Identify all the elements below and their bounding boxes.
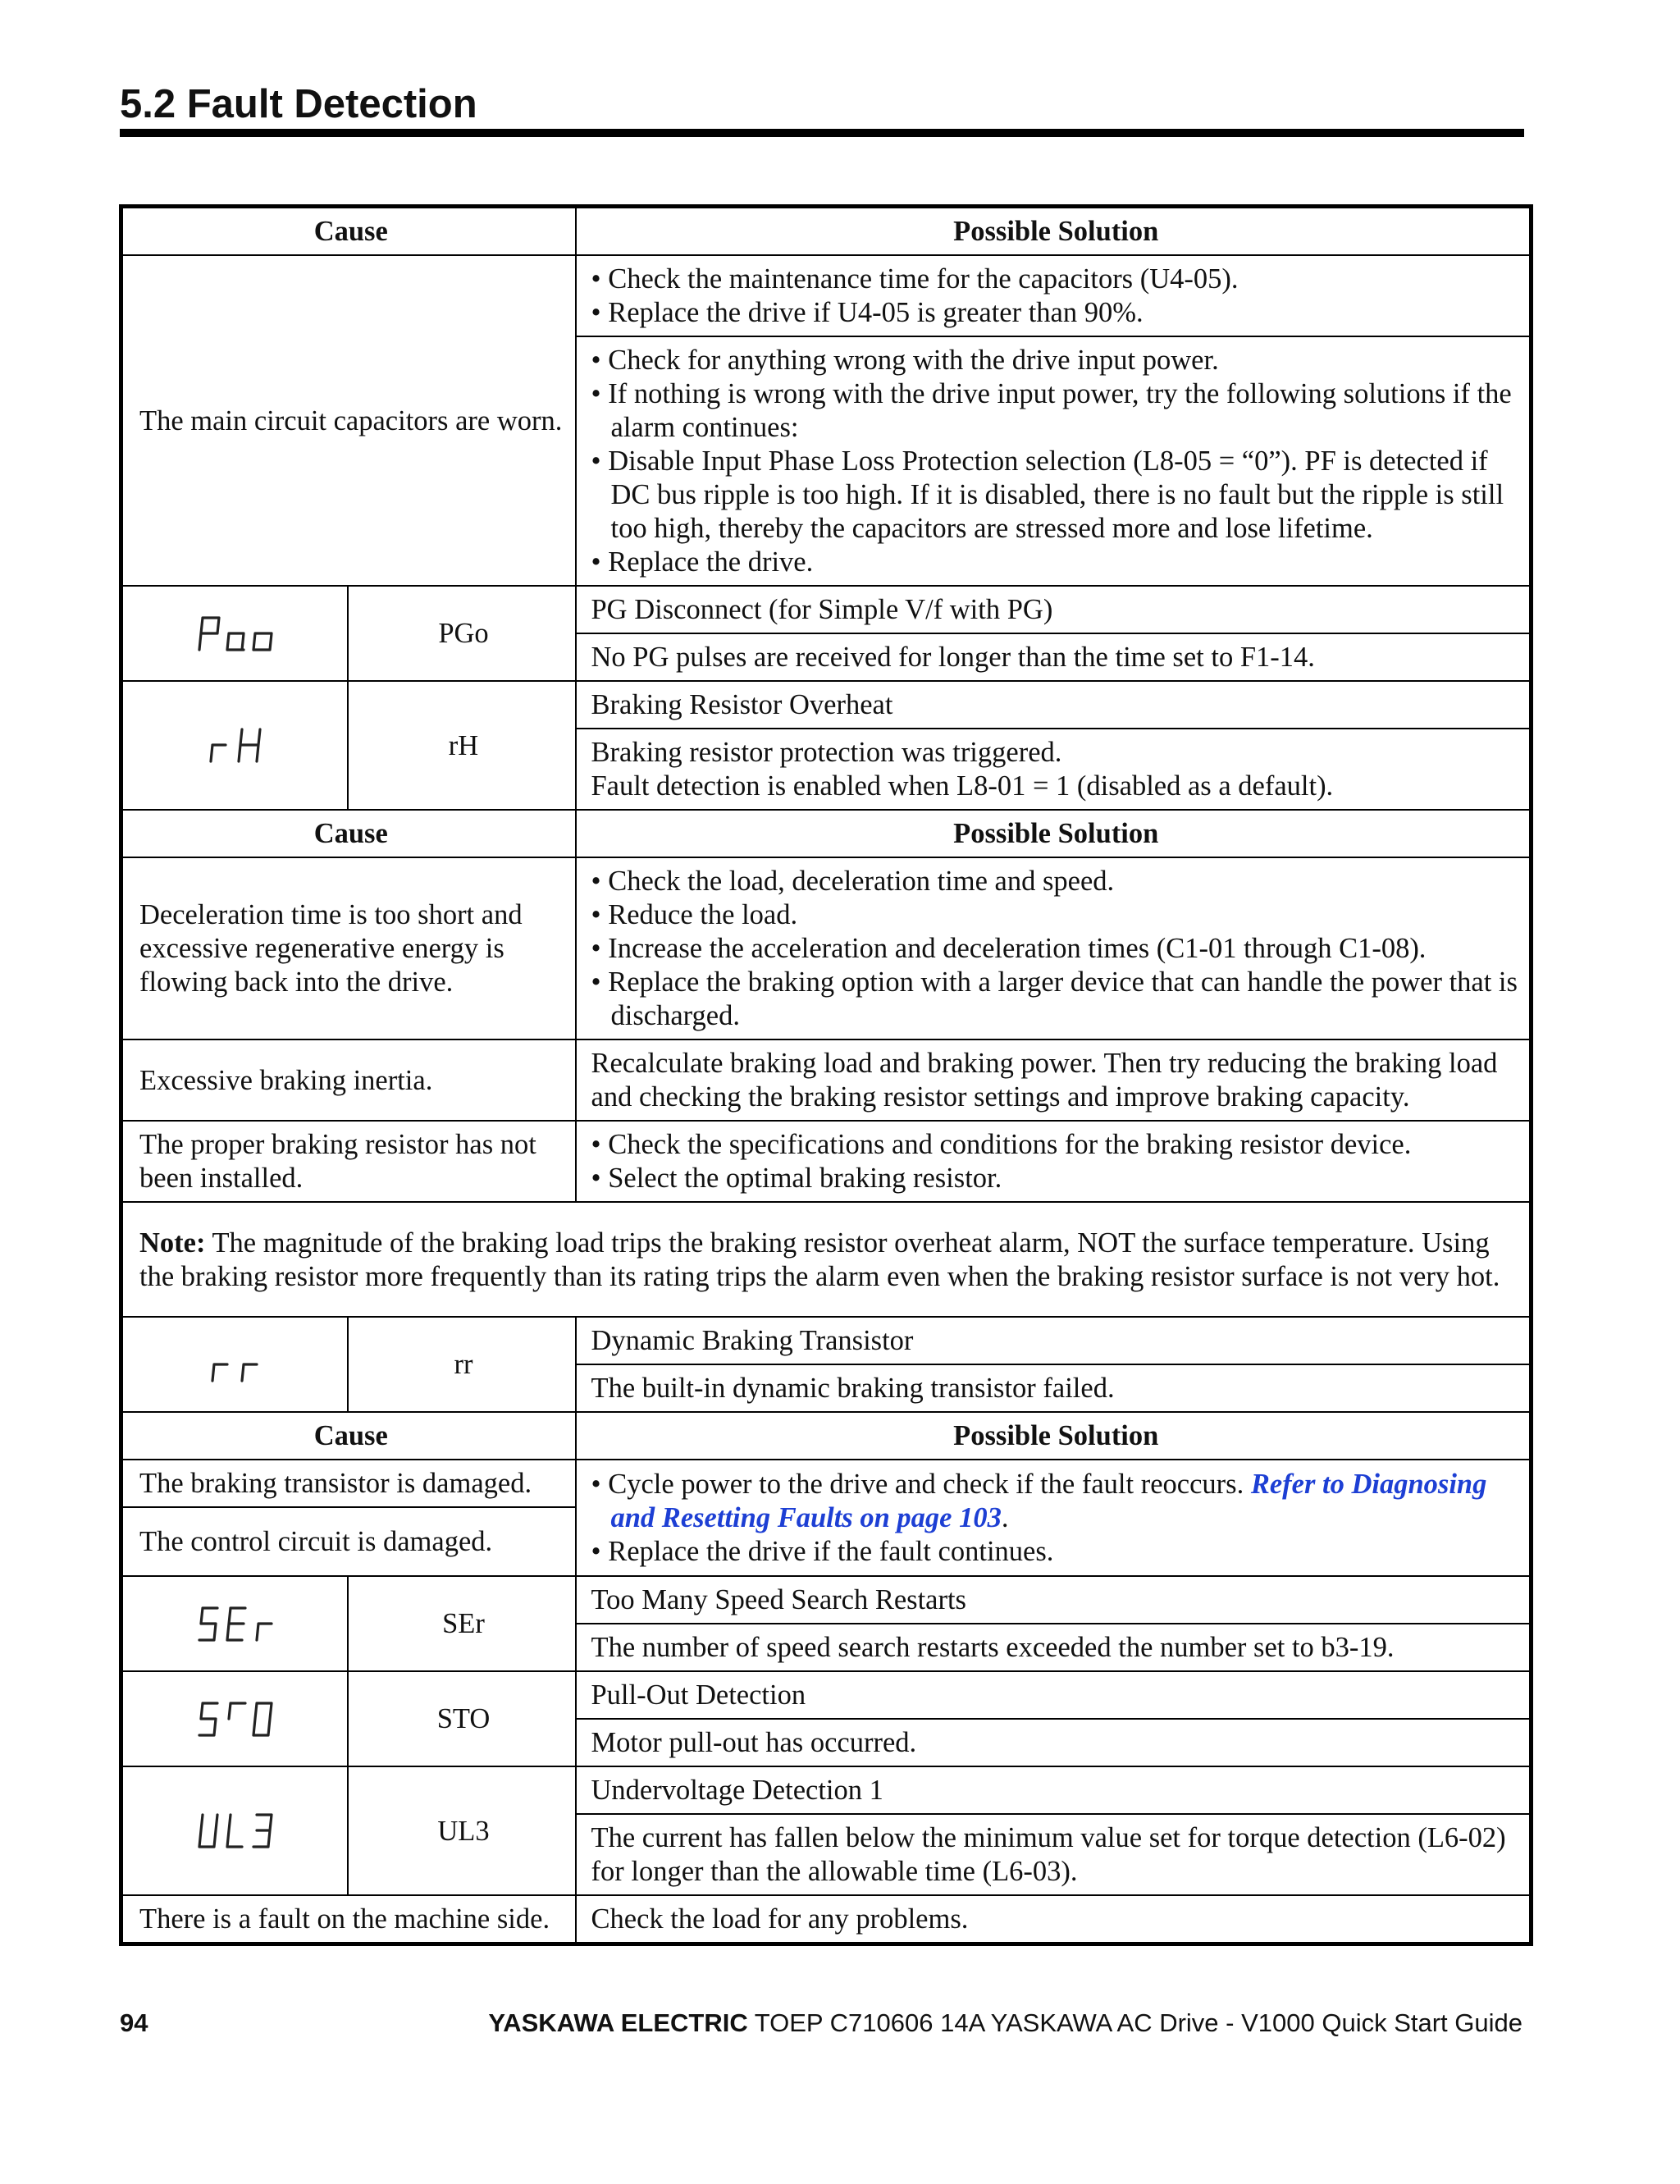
list-item: • Reduce the load.: [591, 898, 1522, 932]
fault-description: [576, 729, 1532, 810]
list-item: • Check the specifications and conditions for the braking resistor device.: [591, 1128, 1522, 1162]
fault-code: rr: [348, 1317, 576, 1412]
solution-text: Cycle power to the drive and check if the fault reoccurs.: [608, 1469, 1251, 1500]
fault-name: Dynamic Braking Transistor: [576, 1317, 1532, 1364]
cause-cell: Excessive braking inertia.: [121, 1039, 576, 1121]
cause-column-header: Cause: [121, 1412, 576, 1460]
cause-cell: Deceleration time is too short and excessive regenerative energy is flowing back into the drive.: [121, 857, 576, 1039]
table-header-row: [121, 810, 1532, 857]
table-row: [121, 1039, 1532, 1121]
solution-cell: [576, 857, 1532, 1039]
fault-row-rr: [121, 1317, 1532, 1364]
list-item: [591, 1468, 1522, 1535]
fault-row-rh: [121, 681, 1532, 729]
seven-segment-pgo-icon: [121, 586, 348, 681]
cause-cell: The proper braking resistor has not been installed.: [121, 1121, 576, 1202]
list-item: • Check the load, deceleration time and speed.: [591, 865, 1522, 898]
list-item: • Check for anything wrong with the drive input power.: [591, 344, 1522, 377]
list-item: • Increase the acceleration and deceleration times (C1-01 through C1-08).: [591, 932, 1522, 966]
table-row: [121, 1121, 1532, 1202]
table-row: [121, 857, 1532, 1039]
cause-column-header: Cause: [121, 810, 576, 857]
diagnosing-faults-link[interactable]: Refer to Diagnosing and Resetting Faults on page 103: [610, 1469, 1487, 1533]
solution-text: .: [1001, 1502, 1009, 1533]
seven-segment-ul3-icon: [121, 1766, 348, 1895]
document-name: TOEP C710606 14A YASKAWA AC Drive - V1000 Quick Start Guide: [747, 2008, 1522, 2037]
note-text: The magnitude of the braking load trips the braking resistor overheat alarm, NOT the surface temperature. Using the braking resistor more frequently than its rating trips the alarm even when the braking resistor surface is not very hot.: [139, 1227, 1500, 1292]
list-item: • Replace the drive if U4-05 is greater than 90%.: [591, 296, 1522, 330]
list-item: • Replace the drive if the fault continues.: [591, 1535, 1522, 1569]
solution-cell: Recalculate braking load and braking power. Then try reducing the braking load and checking the braking resistor settings and improve braking capacity.: [576, 1039, 1532, 1121]
solution-cell: Check the load for any problems.: [576, 1895, 1532, 1944]
document-title: [488, 2007, 1522, 2040]
fault-row-sto: [121, 1671, 1532, 1719]
list-item: • Replace the braking option with a larger device that can handle the power that is discharged.: [591, 966, 1522, 1033]
seven-segment-ser-icon: [121, 1576, 348, 1671]
fault-table: [119, 204, 1533, 1946]
cause-cell: The control circuit is damaged.: [121, 1507, 576, 1576]
fault-description: The current has fallen below the minimum value set for torque detection (L6-02) for longer than the allowable time (L6-03).: [576, 1814, 1532, 1895]
list-item: • If nothing is wrong with the drive input power, try the following solutions if the alarm continues:: [591, 377, 1522, 445]
seven-segment-rr-icon: [121, 1317, 348, 1412]
table-row: [121, 1460, 1532, 1507]
fault-code: STO: [348, 1671, 576, 1766]
header-rule: [120, 129, 1524, 137]
fault-row-ser: [121, 1576, 1532, 1624]
list-item: • Check the maintenance time for the capacitors (U4-05).: [591, 263, 1522, 296]
fault-name: Too Many Speed Search Restarts: [576, 1576, 1532, 1624]
fault-name: Undervoltage Detection 1: [576, 1766, 1532, 1814]
solution-column-header: Possible Solution: [576, 207, 1532, 256]
fault-name: Braking Resistor Overheat: [576, 681, 1532, 729]
fault-name: PG Disconnect (for Simple V/f with PG): [576, 586, 1532, 633]
fault-row-pgo: [121, 586, 1532, 633]
seven-segment-sto-icon: [121, 1671, 348, 1766]
page-number: 94: [120, 2008, 148, 2037]
fault-description: The built-in dynamic braking transistor failed.: [576, 1364, 1532, 1412]
cause-cell: There is a fault on the machine side.: [121, 1895, 576, 1944]
list-item: • Disable Input Phase Loss Protection selection (L8-05 = “0”). PF is detected if DC bus ripple is too high. If it is disabled, there is no fault but the ripple is still too high, thereby the capacitors are stressed more and lose lifetime.: [591, 445, 1522, 546]
table-row: [121, 1895, 1532, 1944]
note-cell: [121, 1202, 1532, 1317]
solution-cell: [576, 1460, 1532, 1576]
solution-column-header: Possible Solution: [576, 1412, 1532, 1460]
fault-description: The number of speed search restarts exceeded the number set to b3-19.: [576, 1624, 1532, 1671]
note-label: Note:: [139, 1227, 206, 1259]
brand-name: YASKAWA ELECTRIC: [488, 2008, 748, 2037]
solution-column-header: Possible Solution: [576, 810, 1532, 857]
capacitor-solution-cell-a: [576, 255, 1532, 336]
table-header-row: [121, 207, 1532, 256]
note-row: [121, 1202, 1532, 1317]
description-line: Braking resistor protection was triggered.: [591, 737, 1062, 768]
section-title: 5.2 Fault Detection: [120, 82, 477, 126]
fault-description: No PG pulses are received for longer than the time set to F1-14.: [576, 633, 1532, 681]
fault-row-ul3: [121, 1766, 1532, 1814]
list-item: • Select the optimal braking resistor.: [591, 1162, 1522, 1195]
fault-code: UL3: [348, 1766, 576, 1895]
fault-code: SEr: [348, 1576, 576, 1671]
capacitor-cause-cell: The main circuit capacitors are worn.: [121, 255, 576, 586]
seven-segment-rh-icon: [121, 681, 348, 810]
cause-cell: The braking transistor is damaged.: [121, 1460, 576, 1507]
description-line: Fault detection is enabled when L8-01 = 1 (disabled as a default).: [591, 770, 1334, 802]
fault-name: Pull-Out Detection: [576, 1671, 1532, 1719]
fault-code: rH: [348, 681, 576, 810]
list-item: • Replace the drive.: [591, 546, 1522, 579]
capacitor-solution-cell-b: [576, 336, 1532, 586]
fault-description: Motor pull-out has occurred.: [576, 1719, 1532, 1766]
table-row: [121, 255, 1532, 336]
fault-code: PGo: [348, 586, 576, 681]
solution-cell: [576, 1121, 1532, 1202]
table-header-row: [121, 1412, 1532, 1460]
cause-column-header: Cause: [121, 207, 576, 256]
